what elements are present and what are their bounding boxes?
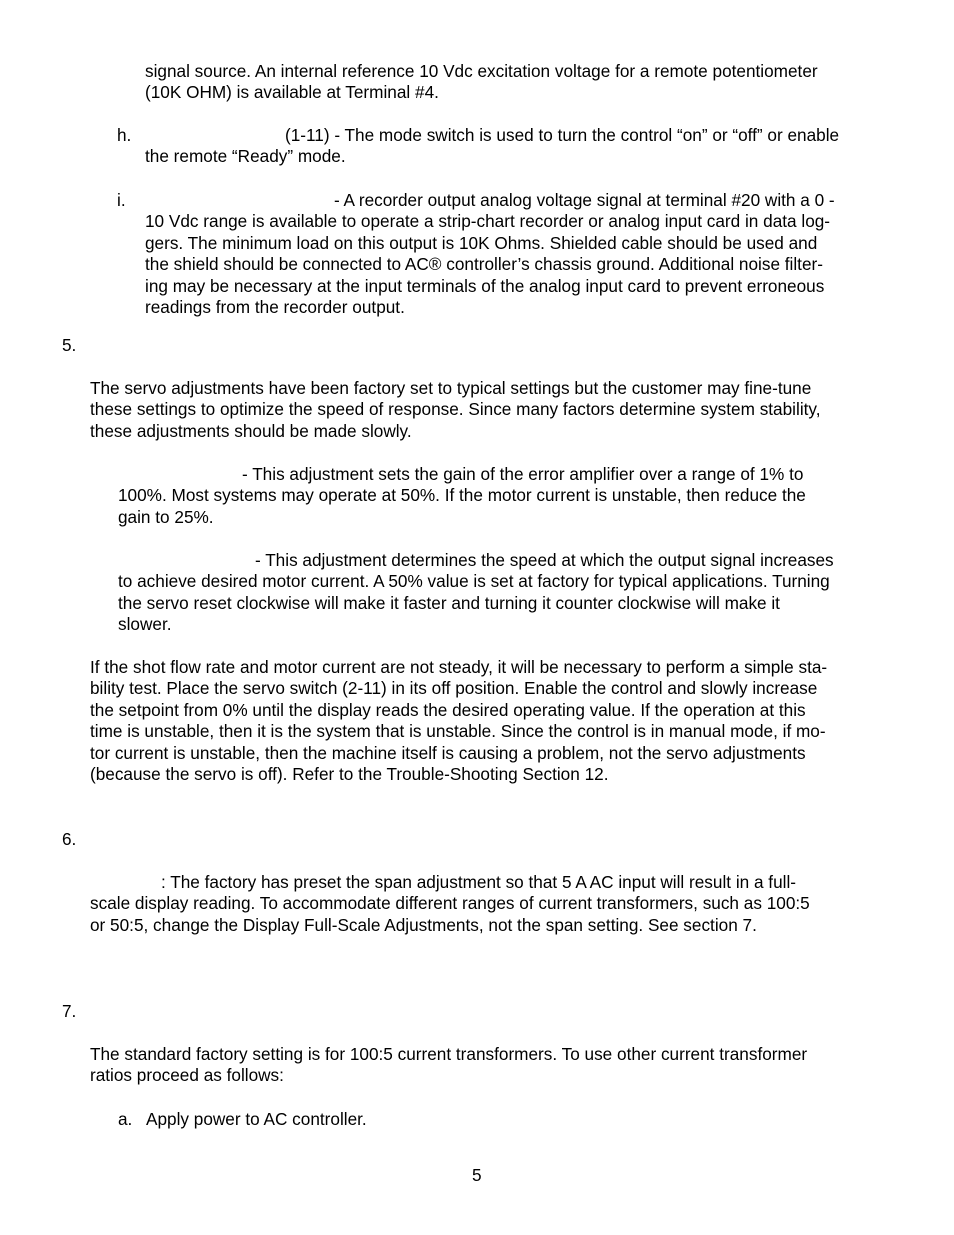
text-line: the remote “Ready” mode. xyxy=(145,146,346,167)
text-line: - This adjustment determines the speed at which the output signal increases xyxy=(255,550,834,570)
text-line: - This adjustment sets the gain of the error amplifier over a range of 1% to xyxy=(242,464,804,484)
stability-test-paragraph xyxy=(90,657,827,785)
page-number: 5 xyxy=(472,1165,482,1185)
text-line: : The factory has preset the span adjustment so that 5 A AC input will result in a full- xyxy=(161,872,797,892)
text-line: readings from the recorder output. xyxy=(145,297,405,318)
text-line: ratios proceed as follows: xyxy=(90,1065,284,1086)
section-5-number: 5. xyxy=(62,335,77,355)
text-line: these settings to optimize the speed of response. Since many factors determine system stability, xyxy=(90,399,821,420)
text-line: 10 Vdc range is available to operate a strip-chart recorder or analog input card in data log- xyxy=(145,211,831,232)
servo-reset-paragraph xyxy=(118,550,834,636)
text-line: scale display reading. To accommodate different ranges of current transformers, such as 100:5 xyxy=(90,893,810,914)
section-7-number: 7. xyxy=(62,1001,77,1021)
text-line: the setpoint from 0% until the display reads the desired operating value. If the operation at this xyxy=(90,699,806,720)
text-line: (because the servo is off). Refer to the Trouble-Shooting Section 12. xyxy=(90,764,609,785)
text-line: gers. The minimum load on this output is 10K Ohms. Shielded cable should be used and xyxy=(145,232,818,253)
text-line: - A recorder output analog voltage signal at terminal #20 with a 0 - xyxy=(334,190,835,210)
text-line: bility test. Place the servo switch (2-11) in its off position. Enable the control and slowly increase xyxy=(90,678,818,699)
step-a-text: Apply power to AC controller. xyxy=(146,1109,367,1129)
step-a-marker: a. xyxy=(118,1109,133,1129)
text-line: the shield should be connected to AC® controller’s chassis ground. Additional noise filter- xyxy=(145,254,823,275)
item-i-paragraph xyxy=(145,190,835,318)
text-line: The servo adjustments have been factory set to typical settings but the customer may fine-tune xyxy=(90,378,812,398)
section-6-number: 6. xyxy=(62,829,77,849)
text-line: (1-11) - The mode switch is used to turn the control “on” or “off” or enable xyxy=(285,125,840,145)
text-line: If the shot flow rate and motor current are not steady, it will be necessary to perform a simple sta- xyxy=(90,657,828,677)
text-line: signal source. An internal reference 10 Vdc excitation voltage for a remote potentiometer xyxy=(145,61,818,81)
text-line: to achieve desired motor current. A 50% value is set at factory for typical applications. Turning xyxy=(118,571,830,592)
text-line: gain to 25%. xyxy=(118,506,214,527)
text-line: tor current is unstable, then the machine itself is causing a problem, not the servo adjustments xyxy=(90,742,806,763)
text-line: ing may be necessary at the input terminals of the analog input card to prevent erroneous xyxy=(145,275,825,296)
text-line: 100%. Most systems may operate at 50%. If the motor current is unstable, then reduce the xyxy=(118,485,806,506)
servo-gain-paragraph xyxy=(118,464,806,528)
text-line: (10K OHM) is available at Terminal #4. xyxy=(145,82,439,103)
section-5-intro-paragraph xyxy=(90,378,821,442)
span-adjustment-paragraph xyxy=(90,872,810,936)
text-line: The standard factory setting is for 100:5 current transformers. To use other current transformer xyxy=(90,1044,808,1064)
item-h-marker: h. xyxy=(117,125,132,145)
text-line: these adjustments should be made slowly. xyxy=(90,420,412,441)
item-h-paragraph xyxy=(145,125,839,168)
section-7-intro-paragraph xyxy=(90,1044,807,1087)
text-line: slower. xyxy=(118,614,172,635)
text-line: time is unstable, then it is the system that is unstable. Since the control is in manual mode, if mo- xyxy=(90,721,826,742)
text-line: the servo reset clockwise will make it faster and turning it counter clockwise will make it xyxy=(118,592,780,613)
text-line: or 50:5, change the Display Full-Scale Adjustments, not the span setting. See section 7. xyxy=(90,914,757,935)
intro-continuation-paragraph xyxy=(145,61,818,104)
item-i-marker: i. xyxy=(117,190,126,210)
